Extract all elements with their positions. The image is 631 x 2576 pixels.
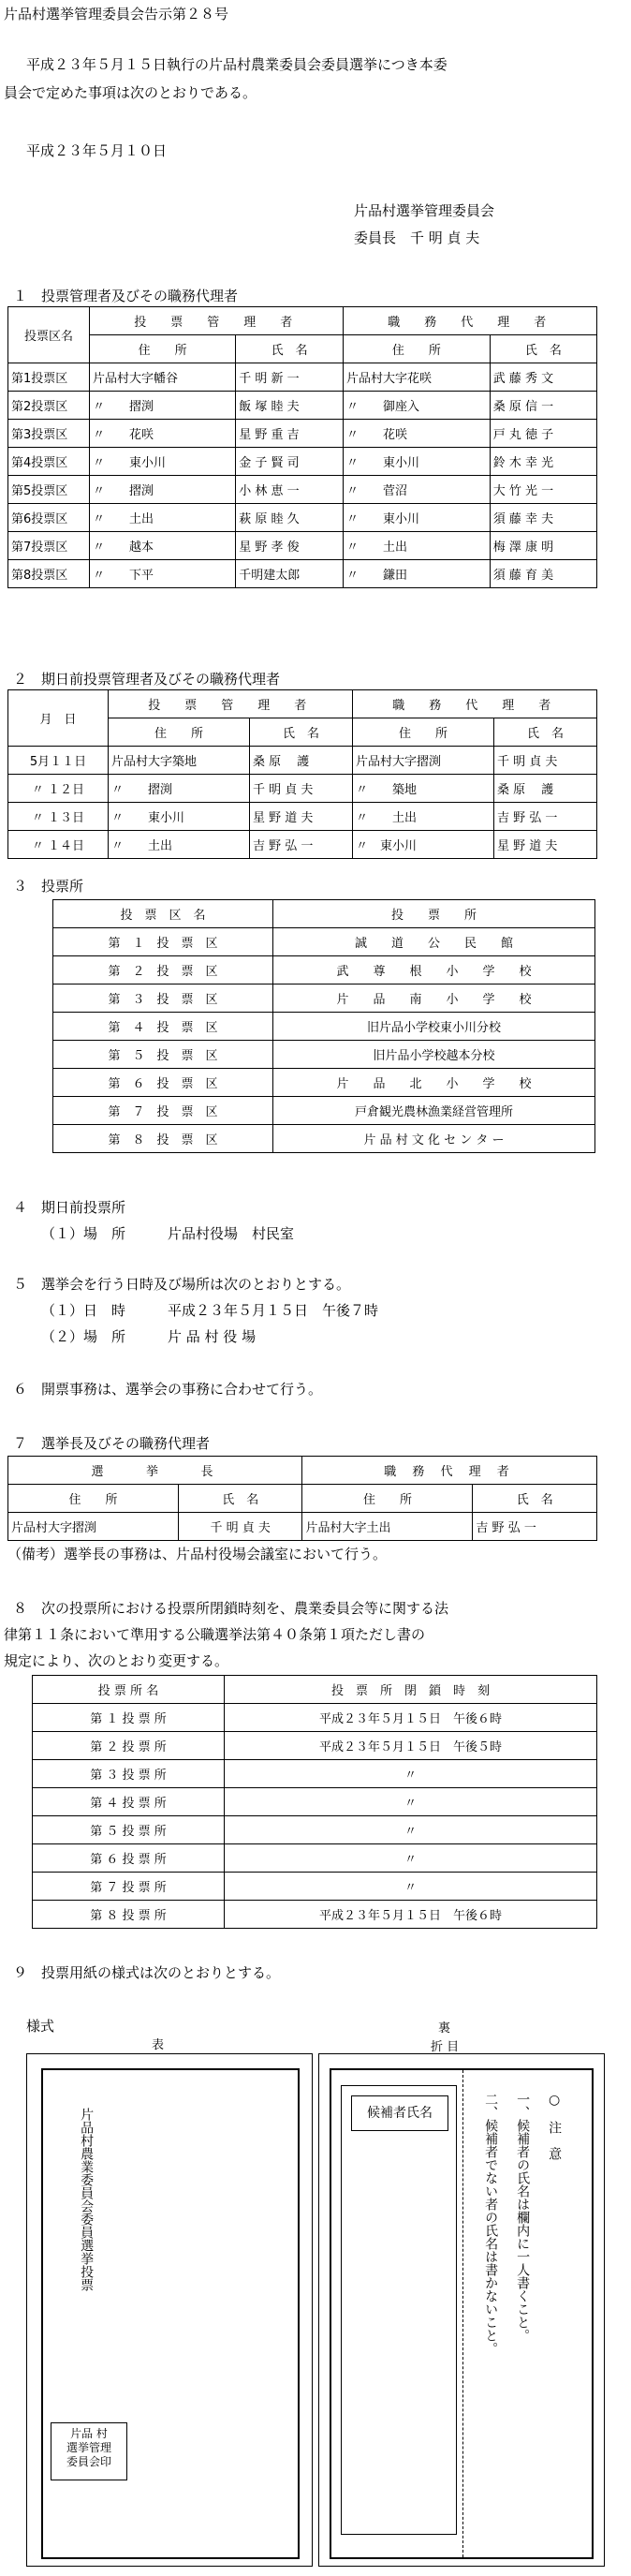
polling-place-cell: 第 ７ 投 票 所 — [33, 1873, 225, 1901]
front-label: 表 — [152, 2038, 165, 2052]
district-cell: 第2投票区 — [8, 392, 90, 420]
manager-name-cell: 萩 原 睦 久 — [236, 504, 344, 532]
deputy-address-cell: 〃 菅沼 — [343, 476, 490, 504]
deputy-name-cell: 須 藤 育 美 — [490, 560, 596, 588]
table-row — [53, 928, 595, 956]
sec6-heading: ６ 開票事務は、選挙会の事務に合わせて行う。 — [13, 1381, 323, 1398]
back-label: 裏 — [438, 2021, 451, 2036]
table-row — [33, 1704, 597, 1732]
sec4-line-1: （１）場 所 片品村役場 村民室 — [41, 1225, 295, 1242]
col-chief-address: 住 所 — [8, 1485, 179, 1513]
table-row — [53, 1013, 595, 1041]
table-row — [8, 420, 597, 448]
body-line-2: 員会で定めた事項は次のとおりである。 — [4, 84, 257, 101]
col-manager-name: 氏 名 — [236, 335, 344, 363]
closing-time-cell: 平成２３年５月１５日 午後５時 — [225, 1732, 597, 1760]
sec7-table — [7, 1456, 597, 1541]
deputy-address-cell: 〃 土出 — [343, 532, 490, 560]
closing-time-cell: 〃 — [225, 1760, 597, 1788]
deputy-address-cell: 〃 東小川 — [343, 504, 490, 532]
deputy-address-cell: 〃 土出 — [352, 803, 493, 831]
sec5-line-1: （１）日 時 平成２３年５月１５日 午後７時 — [41, 1302, 379, 1319]
polling-place-cell: 第 １ 投 票 所 — [33, 1704, 225, 1732]
deputy-name-cell: 大 竹 光 一 — [490, 476, 596, 504]
date-cell: 〃 １２日 — [8, 775, 109, 803]
polling-place-cell: 第 ２ 投 票 所 — [33, 1732, 225, 1760]
manager-address-cell: 〃 下平 — [90, 560, 236, 588]
col-manager-name: 氏 名 — [249, 718, 352, 747]
polling-place-cell: 戸倉観光農林漁業経営管理所 — [273, 1097, 595, 1125]
table-row — [8, 532, 597, 560]
polling-place-cell: 第 ６ 投 票 所 — [33, 1844, 225, 1873]
table-row — [8, 363, 597, 392]
manager-address-cell: 〃 越本 — [90, 532, 236, 560]
manager-name-cell: 千 明 貞 夫 — [249, 775, 352, 803]
col-manager-address: 住 所 — [109, 718, 250, 747]
col-deputy-name: 氏 名 — [493, 718, 596, 747]
issuer-org: 片品村選挙管理委員会 — [354, 202, 495, 219]
table-row — [53, 1125, 595, 1153]
manager-name-cell: 金 子 賢 司 — [236, 448, 344, 476]
polling-place-cell: 片 品 村 文 化 セ ン タ ー — [273, 1125, 595, 1153]
col-deputy: 職 務 代 理 者 — [343, 307, 596, 335]
manager-address-cell: 〃 摺渕 — [109, 775, 250, 803]
deputy-address-cell: 〃 築地 — [352, 775, 493, 803]
ballot-front — [41, 2068, 300, 2559]
deputy-name-cell: 桑 原 信 一 — [490, 392, 596, 420]
sec3-table — [52, 899, 595, 1153]
notice-title: 片品村選挙管理委員会告示第２８号 — [4, 6, 229, 22]
manager-name-cell: 星 野 孝 俊 — [236, 532, 344, 560]
manager-name-cell: 星 野 重 吉 — [236, 420, 344, 448]
date-cell: 〃 １３日 — [8, 803, 109, 831]
col-deputy: 職 務 代 理 者 — [302, 1457, 597, 1485]
sec3-heading: ３ 投票所 — [13, 878, 84, 895]
sec5-heading: ５ 選挙会を行う日時及び場所は次のとおりとする。 — [13, 1276, 351, 1293]
sec1-heading: １ 投票管理者及びその職務代理者 — [13, 288, 239, 304]
deputy-name-cell: 梅 澤 康 明 — [490, 532, 596, 560]
table-row — [33, 1760, 597, 1788]
deputy-address: 片品村大字土出 — [302, 1513, 473, 1541]
deputy-address-cell: 〃 東小川 — [352, 831, 493, 859]
col-date: 月 日 — [8, 690, 109, 747]
district-cell: 第 １ 投 票 区 — [53, 928, 273, 956]
col-place: 投 票 所 — [273, 900, 595, 928]
deputy-name-cell: 桑 原 護 — [493, 775, 596, 803]
col-chief-name: 氏 名 — [178, 1485, 302, 1513]
table-row — [53, 1041, 595, 1069]
district-cell: 第 ８ 投 票 区 — [53, 1125, 273, 1153]
table-row — [8, 476, 597, 504]
table-row — [53, 985, 595, 1013]
polling-place-cell: 第 ３ 投 票 所 — [33, 1760, 225, 1788]
manager-name-cell: 千 明 新 一 — [236, 363, 344, 392]
ballot-title: 片品村農業委員会委員選挙投票 — [79, 2108, 95, 2291]
candidate-label: 候補者氏名 — [351, 2095, 448, 2131]
district-cell: 第 ３ 投 票 区 — [53, 985, 273, 1013]
col-district: 投票区名 — [8, 307, 90, 363]
district-cell: 第 ５ 投 票 区 — [53, 1041, 273, 1069]
deputy-name-cell: 須 藤 幸 夫 — [490, 504, 596, 532]
deputy-name: 吉 野 弘 一 — [473, 1513, 597, 1541]
manager-address-cell: 片品村大字幡谷 — [90, 363, 236, 392]
sec7-note: （備考）選挙長の事務は、片品村役場会議室において行う。 — [7, 1546, 388, 1562]
closing-time-cell: 〃 — [225, 1788, 597, 1816]
deputy-name-cell: 武 藤 秀 文 — [490, 363, 596, 392]
col-manager: 投 票 管 理 者 — [90, 307, 344, 335]
polling-place-cell: 第 ８ 投 票 所 — [33, 1901, 225, 1929]
manager-name-cell: 飯 塚 睦 夫 — [236, 392, 344, 420]
col-deputy-address: 住 所 — [302, 1485, 473, 1513]
closing-time-cell: 〃 — [225, 1816, 597, 1844]
district-cell: 第 ４ 投 票 区 — [53, 1013, 273, 1041]
sec8-line-2: 律第１１条において準用する公職選挙法第４０条第１項ただし書の — [4, 1626, 426, 1643]
district-cell: 第3投票区 — [8, 420, 90, 448]
notice-date: 平成２３年５月１０日 — [26, 142, 168, 159]
deputy-name-cell: 星 野 道 夫 — [493, 831, 596, 859]
col-chief: 選 挙 長 — [8, 1457, 302, 1485]
table-row — [53, 1069, 595, 1097]
manager-address-cell: 〃 東小川 — [109, 803, 250, 831]
closing-time-cell: 平成２３年５月１５日 午後６時 — [225, 1704, 597, 1732]
col-manager: 投 票 管 理 者 — [109, 690, 353, 718]
col-district: 投 票 区 名 — [53, 900, 273, 928]
sec8-table — [32, 1675, 597, 1929]
table-row — [53, 1097, 595, 1125]
sec2-table — [7, 689, 597, 859]
notice-title-vertical: ○ 注 意 — [547, 2093, 563, 2160]
style-label: 様式 — [26, 2018, 55, 2035]
district-cell: 第6投票区 — [8, 504, 90, 532]
sec9-heading: ９ 投票用紙の様式は次のとおりとする。 — [13, 1964, 281, 1981]
manager-address-cell: 〃 土出 — [90, 504, 236, 532]
sec5-line-2: （２）場 所 片 品 村 役 場 — [41, 1328, 257, 1345]
sec1-table — [7, 306, 597, 588]
manager-name-cell: 千明建太郎 — [236, 560, 344, 588]
chief-name: 千 明 貞 夫 — [178, 1513, 302, 1541]
closing-time-cell: 〃 — [225, 1873, 597, 1901]
issuer-chair: 委員長 千 明 貞 夫 — [354, 229, 480, 246]
polling-place-cell: 第 ４ 投 票 所 — [33, 1788, 225, 1816]
polling-place-cell: 片 品 南 小 学 校 — [273, 985, 595, 1013]
polling-place-cell: 武 尊 根 小 学 校 — [273, 956, 595, 985]
district-cell: 第1投票区 — [8, 363, 90, 392]
sec8-line-1: ８ 次の投票所における投票所閉鎖時刻を、農業委員会等に関する法 — [13, 1600, 449, 1617]
deputy-address-cell: 〃 御座入 — [343, 392, 490, 420]
manager-address-cell: 〃 東小川 — [90, 448, 236, 476]
manager-name-cell: 吉 野 弘 一 — [249, 831, 352, 859]
table-row — [53, 956, 595, 985]
manager-name-cell: 桑 原 護 — [249, 747, 352, 775]
col-deputy-address: 住 所 — [352, 718, 493, 747]
polling-place-cell: 第 ５ 投 票 所 — [33, 1816, 225, 1844]
date-cell: 5月１１日 — [8, 747, 109, 775]
manager-address-cell: 〃 土出 — [109, 831, 250, 859]
col-deputy-name: 氏 名 — [490, 335, 596, 363]
sec7-heading: ７ 選挙長及びその職務代理者 — [13, 1435, 211, 1452]
deputy-address-cell: 片品村大字花咲 — [343, 363, 490, 392]
notice-item-2: 二、候補者でない者の氏名は書かないこと。 — [483, 2093, 499, 2355]
deputy-address-cell: 〃 花咲 — [343, 420, 490, 448]
table-row — [8, 392, 597, 420]
deputy-address-cell: 〃 東小川 — [343, 448, 490, 476]
district-cell: 第7投票区 — [8, 532, 90, 560]
deputy-address-cell: 〃 鎌田 — [343, 560, 490, 588]
district-cell: 第 ７ 投 票 区 — [53, 1097, 273, 1125]
col-place: 投 票 所 名 — [33, 1676, 225, 1704]
table-row — [8, 803, 597, 831]
manager-address-cell: 〃 花咲 — [90, 420, 236, 448]
deputy-name-cell: 鈴 木 幸 光 — [490, 448, 596, 476]
ballot-back — [330, 2068, 594, 2559]
notice-item-1: 一、候補者の氏名は欄内に一人書くこと。 — [515, 2093, 531, 2342]
col-manager-address: 住 所 — [90, 335, 236, 363]
table-row — [33, 1816, 597, 1844]
sec8-line-3: 規定により、次のとおり変更する。 — [4, 1652, 229, 1669]
chief-address: 片品村大字摺渕 — [8, 1513, 179, 1541]
sec2-heading: ２ 期日前投票管理者及びその職務代理者 — [13, 671, 281, 688]
table-row — [8, 1513, 597, 1541]
table-row — [8, 747, 597, 775]
col-deputy-address: 住 所 — [343, 335, 490, 363]
district-cell: 第8投票区 — [8, 560, 90, 588]
table-row — [33, 1873, 597, 1901]
col-deputy: 職 務 代 理 者 — [352, 690, 596, 718]
district-cell: 第5投票区 — [8, 476, 90, 504]
polling-place-cell: 旧片品小学校東小川分校 — [273, 1013, 595, 1041]
body-line-1: 平成２３年５月１５日執行の片品村農業委員会委員選挙につき本委 — [26, 56, 448, 73]
deputy-name-cell: 戸 丸 徳 子 — [490, 420, 596, 448]
deputy-name-cell: 吉 野 弘 一 — [493, 803, 596, 831]
polling-place-cell: 旧片品小学校越本分校 — [273, 1041, 595, 1069]
manager-name-cell: 星 野 道 夫 — [249, 803, 352, 831]
table-row — [33, 1788, 597, 1816]
deputy-address-cell: 片品村大字摺渕 — [352, 747, 493, 775]
manager-name-cell: 小 林 恵 一 — [236, 476, 344, 504]
table-row — [8, 448, 597, 476]
deputy-name-cell: 千 明 貞 夫 — [493, 747, 596, 775]
table-row — [33, 1844, 597, 1873]
sec4-heading: ４ 期日前投票所 — [13, 1199, 126, 1216]
date-cell: 〃 １４日 — [8, 831, 109, 859]
manager-address-cell: 〃 摺渕 — [90, 392, 236, 420]
candidate-field[interactable] — [341, 2085, 457, 2535]
table-row — [8, 560, 597, 588]
closing-time-cell: 平成２３年５月１５日 午後６時 — [225, 1901, 597, 1929]
district-cell: 第 ６ 投 票 区 — [53, 1069, 273, 1097]
district-cell: 第 ２ 投 票 区 — [53, 956, 273, 985]
closing-time-cell: 〃 — [225, 1844, 597, 1873]
col-deputy-name: 氏 名 — [473, 1485, 597, 1513]
manager-address-cell: 〃 摺渕 — [90, 476, 236, 504]
seal-stamp: 片品 村 選挙管理 委員会印 — [51, 2422, 127, 2480]
polling-place-cell: 誠 道 公 民 館 — [273, 928, 595, 956]
fold-label: 折 目 — [431, 2040, 460, 2054]
table-row — [8, 775, 597, 803]
col-closing-time: 投 票 所 閉 鎖 時 刻 — [225, 1676, 597, 1704]
polling-place-cell: 片 品 北 小 学 校 — [273, 1069, 595, 1097]
table-row — [33, 1901, 597, 1929]
table-row — [8, 504, 597, 532]
fold-line — [462, 2070, 463, 2557]
district-cell: 第4投票区 — [8, 448, 90, 476]
table-row — [8, 831, 597, 859]
manager-address-cell: 片品村大字築地 — [109, 747, 250, 775]
table-row — [33, 1732, 597, 1760]
